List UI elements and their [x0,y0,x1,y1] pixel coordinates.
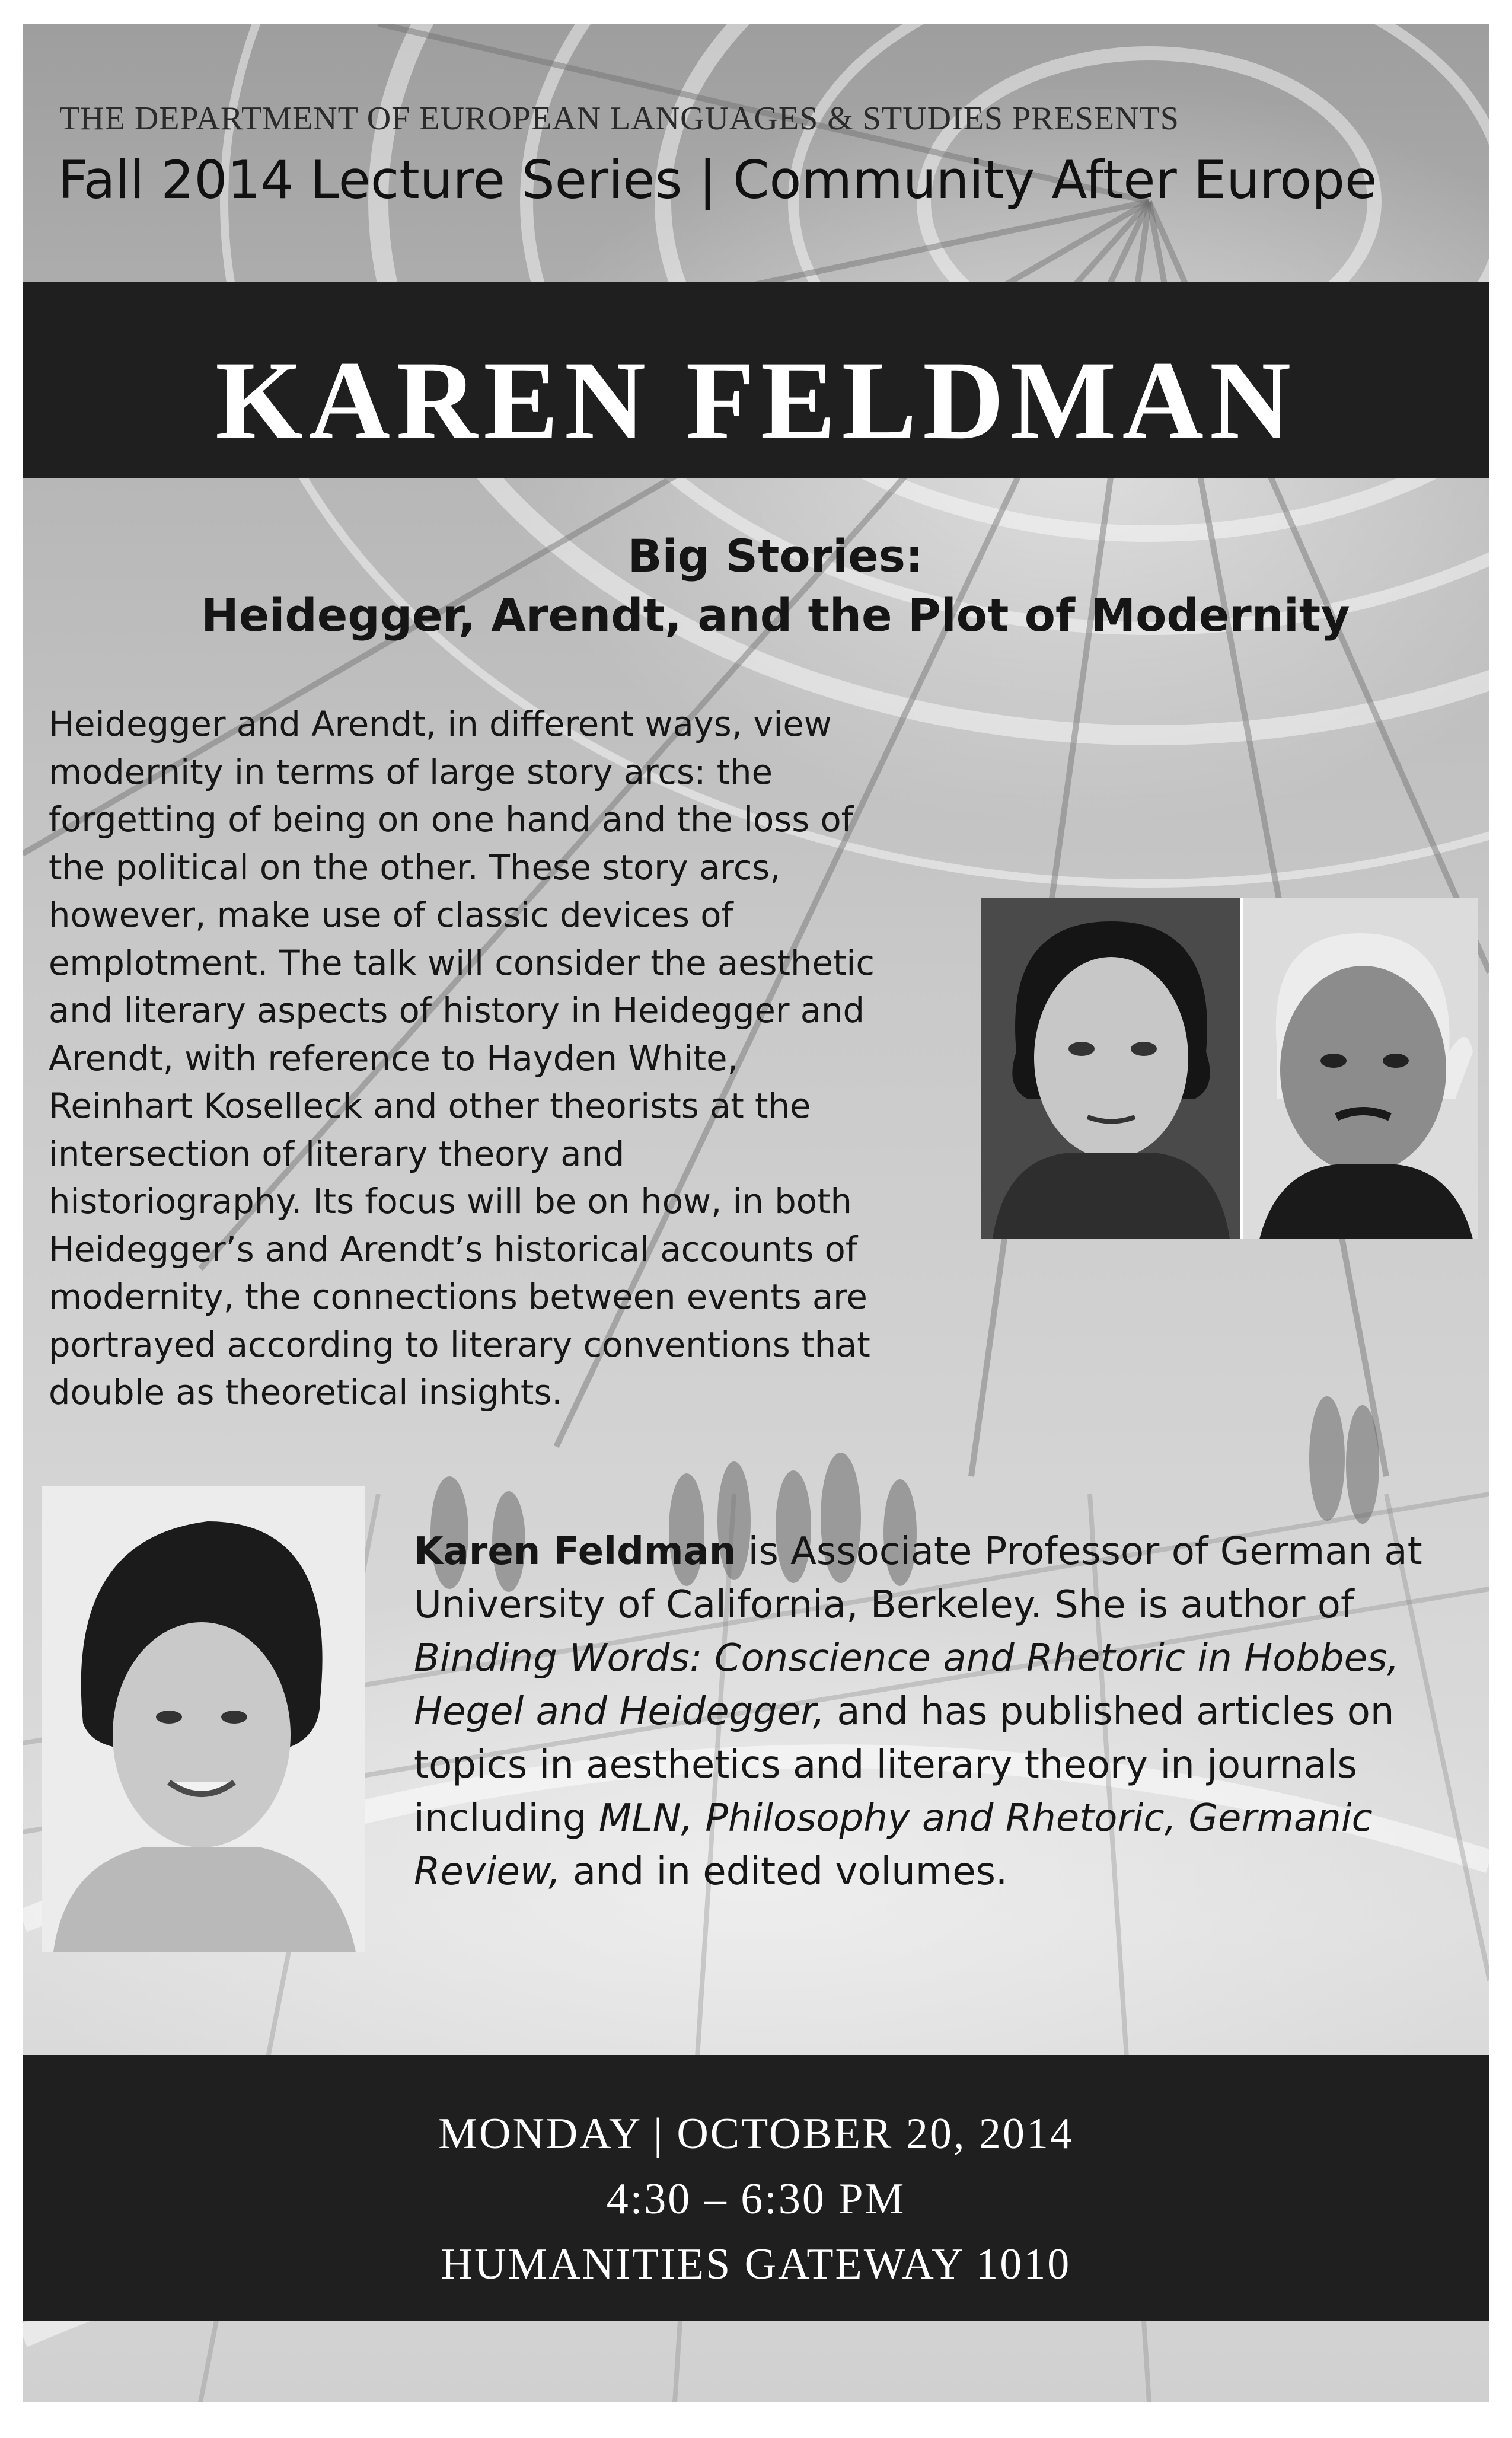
abstract-line: Reinhart Koselleck and other theorists at the [49,1086,811,1126]
bio-text: and in edited volumes. [560,1850,1008,1894]
portrait-pair-image [981,898,1478,1239]
abstract-line: Heidegger’s and Arendt’s historical accounts of [49,1229,858,1269]
speaker-bio [414,1525,1481,1898]
event-time: 4:30 – 6:30 PM [606,2175,906,2223]
bio-journals: MLN, Philosophy and Rhetoric, Germanic Review, [414,1796,1373,1894]
speaker-name-banner [23,282,1489,478]
abstract-line: forgetting of being on one hand and the loss of [49,800,853,840]
abstract-line: intersection of literary theory and [49,1134,625,1174]
talk-abstract [49,701,974,1417]
abstract-line: Arendt, with reference to Hayden White, [49,1038,738,1078]
abstract-line: Heidegger and Arendt, in different ways, view [49,704,832,744]
series-title: Fall 2014 Lecture Series | Community After Europe [58,149,1377,210]
abstract-line: and literary aspects of history in Heidegger and [49,991,865,1030]
abstract-line: historiography. Its focus will be on how, in both [49,1182,852,1221]
event-date: MONDAY | OCTOBER 20, 2014 [438,2110,1074,2158]
arendt-heidegger-portraits [981,898,1478,1239]
abstract-line: portrayed according to literary conventions that [49,1325,870,1365]
abstract-line: modernity, the connections between events are [49,1277,867,1317]
event-details-banner [23,2055,1489,2321]
bio-text: is Associate Professor of German at University of California, Berkeley. She is author of [414,1530,1422,1627]
speaker-portrait-image [42,1486,365,1952]
abstract-line: however, make use of classic devices of [49,895,733,935]
event-location: HUMANITIES GATEWAY 1010 [441,2240,1071,2289]
abstract-line: modernity in terms of large story arcs: the [49,752,773,792]
speaker-photo [42,1486,365,1952]
bio-text: and has published articles on topics in aesthetics and literary theory in journals including [414,1690,1395,1840]
speaker-name: KAREN FELDMAN [215,339,1297,463]
talk-title-line-2: Heidegger, Arendt, and the Plot of Modernity [201,589,1350,642]
bio-book-title: Binding Words: Conscience and Rhetoric in Hobbes, Hegel and Heidegger, [414,1636,1399,1734]
talk-title [58,526,1489,645]
bio-speaker-name: Karen Feldman [414,1530,736,1574]
poster [23,24,1489,2402]
abstract-line: the political on the other. These story arcs, [49,847,781,888]
talk-title-line-1: Big Stories: [627,529,924,582]
abstract-line: double as theoretical insights. [49,1373,563,1412]
abstract-line: emplotment. The talk will consider the aesthetic [49,943,875,983]
presenter-line: THE DEPARTMENT OF EUROPEAN LANGUAGES & STUDIES PRESENTS [59,100,1179,137]
